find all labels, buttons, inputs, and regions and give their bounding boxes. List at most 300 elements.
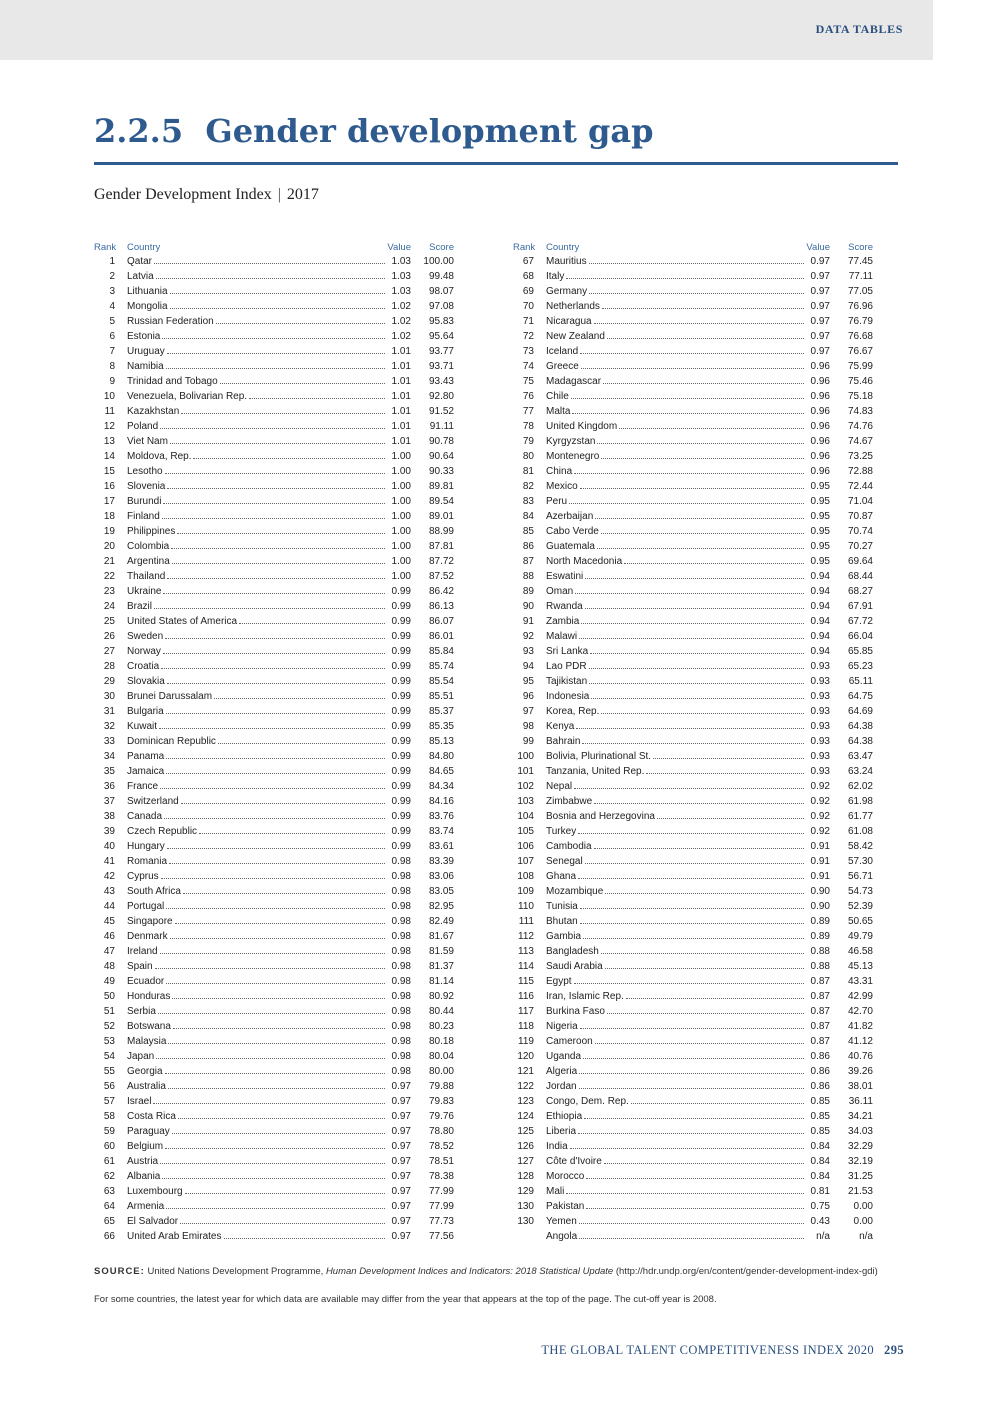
table-row — [94, 884, 454, 899]
rank-cell: 36 — [103, 781, 115, 792]
dot-leader — [220, 374, 385, 384]
country-name: Singapore — [127, 916, 173, 927]
country-cell — [534, 974, 805, 989]
score-cell: 61.98 — [847, 796, 873, 807]
table-row — [94, 599, 454, 614]
country-name: Israel — [127, 1096, 152, 1107]
score-cell: 99.48 — [428, 271, 454, 282]
page-footer — [541, 1343, 904, 1358]
rank-cell: 108 — [517, 871, 534, 882]
dot-leader — [597, 434, 804, 444]
country-name: Panama — [127, 751, 165, 762]
value-cell: 0.95 — [810, 481, 830, 492]
rank-cell: 21 — [103, 556, 115, 567]
table-row — [513, 1139, 873, 1154]
rank-cell: 110 — [518, 901, 534, 912]
score-cell: 81.67 — [428, 931, 454, 942]
score-cell: 80.44 — [428, 1006, 454, 1017]
rank-cell: 13 — [103, 436, 115, 447]
value-cell: 0.98 — [391, 931, 411, 942]
dot-leader — [657, 809, 804, 819]
header-bar — [0, 0, 933, 60]
rank-cell: 12 — [103, 421, 115, 432]
table-row — [513, 434, 873, 449]
score-cell: 69.64 — [847, 556, 873, 567]
value-cell: 0.97 — [391, 1141, 411, 1152]
country-cell — [534, 479, 805, 494]
rank-cell: 75 — [522, 376, 534, 387]
value-cell: 0.96 — [810, 361, 830, 372]
table-row — [513, 314, 873, 329]
value-cell: 0.93 — [810, 766, 830, 777]
rank-cell: 48 — [103, 961, 115, 972]
country-cell — [115, 959, 386, 974]
country-cell — [115, 1214, 386, 1229]
country-cell — [534, 599, 805, 614]
rank-cell: 50 — [103, 991, 115, 1002]
country-name: Costa Rica — [127, 1111, 176, 1122]
country-name: Philippines — [127, 526, 176, 537]
score-cell: 70.87 — [847, 511, 873, 522]
section-label: DATA TABLES — [815, 22, 903, 36]
dot-leader — [180, 1214, 385, 1224]
table-row — [94, 284, 454, 299]
score-cell: 93.77 — [428, 346, 454, 357]
country-name: Poland — [127, 421, 159, 432]
country-name: Sri Lanka — [546, 646, 589, 657]
dot-leader — [626, 989, 804, 999]
score-cell: 78.80 — [428, 1126, 454, 1137]
rank-cell: 66 — [103, 1231, 115, 1242]
country-name: Kazakhstan — [127, 406, 180, 417]
country-cell — [115, 449, 386, 464]
rank-cell: 123 — [517, 1096, 534, 1107]
value-cell: 0.43 — [810, 1216, 830, 1227]
country-cell — [115, 1079, 386, 1094]
dot-leader — [589, 254, 804, 264]
value-cell: 0.99 — [391, 811, 411, 822]
value-cell: 0.97 — [810, 286, 830, 297]
rank-cell: 45 — [103, 916, 115, 927]
country-cell — [534, 884, 805, 899]
rank-cell: 20 — [103, 541, 115, 552]
value-cell: 0.87 — [810, 1036, 830, 1047]
country-cell — [115, 509, 386, 524]
rank-cell: 11 — [104, 406, 115, 417]
value-cell: 0.99 — [391, 646, 411, 657]
table-row — [513, 599, 873, 614]
dot-leader — [153, 1094, 385, 1104]
country-name: Germany — [546, 286, 588, 297]
value-cell: n/a — [816, 1231, 830, 1242]
table-row — [513, 704, 873, 719]
value-cell: 0.99 — [391, 616, 411, 627]
table-row — [513, 344, 873, 359]
rank-cell: 58 — [103, 1111, 115, 1122]
table-row — [94, 509, 454, 524]
rank-cell: 84 — [522, 511, 534, 522]
dot-leader — [166, 974, 385, 984]
dot-leader — [585, 569, 804, 579]
value-cell: 0.85 — [810, 1096, 830, 1107]
title-number: 2.2.5 — [94, 112, 184, 150]
value-cell: 0.96 — [810, 436, 830, 447]
score-cell: 32.29 — [847, 1141, 873, 1152]
country-cell — [534, 839, 805, 854]
dot-leader — [581, 359, 804, 369]
table-row — [513, 644, 873, 659]
value-cell: 0.94 — [810, 601, 830, 612]
score-cell: 77.73 — [428, 1216, 454, 1227]
value-cell: 0.98 — [391, 856, 411, 867]
country-name: Brazil — [127, 601, 153, 612]
score-cell: 38.01 — [847, 1081, 873, 1092]
country-cell — [534, 554, 805, 569]
rank-cell: 81 — [522, 466, 534, 477]
country-name: Peru — [546, 496, 568, 507]
country-cell — [534, 824, 805, 839]
score-cell: 57.30 — [847, 856, 873, 867]
dot-leader — [646, 764, 804, 774]
value-cell: 0.99 — [391, 721, 411, 732]
country-name: Saudi Arabia — [546, 961, 603, 972]
value-cell: 0.95 — [810, 511, 830, 522]
country-name: Netherlands — [546, 301, 600, 312]
score-cell: 83.74 — [428, 826, 454, 837]
country-name: United States of America — [127, 616, 238, 627]
rank-cell: 10 — [103, 391, 115, 402]
value-cell: 0.99 — [391, 691, 411, 702]
dot-leader — [167, 479, 385, 489]
table-row — [94, 749, 454, 764]
table-row — [94, 464, 454, 479]
score-cell: 62.02 — [847, 781, 873, 792]
table-row — [513, 974, 873, 989]
score-cell: 65.85 — [847, 646, 873, 657]
country-cell — [115, 1019, 386, 1034]
country-name: Angola — [546, 1231, 578, 1242]
score-cell: 83.39 — [428, 856, 454, 867]
rank-cell: 61 — [103, 1156, 115, 1167]
value-cell: 0.86 — [810, 1081, 830, 1092]
score-cell: 46.58 — [847, 946, 873, 957]
dot-leader — [570, 1139, 804, 1149]
value-cell: 0.93 — [810, 691, 830, 702]
score-cell: 63.24 — [847, 766, 873, 777]
dot-leader — [576, 719, 804, 729]
table-row — [94, 584, 454, 599]
rank-cell: 88 — [522, 571, 534, 582]
value-cell: 0.96 — [810, 391, 830, 402]
country-cell — [534, 434, 805, 449]
country-cell — [115, 929, 386, 944]
country-name: Tajikistan — [546, 676, 588, 687]
score-cell: 34.03 — [847, 1126, 873, 1137]
dot-leader — [574, 464, 804, 474]
table-row — [513, 734, 873, 749]
dot-leader — [170, 434, 385, 444]
country-name: Switzerland — [127, 796, 179, 807]
country-cell — [115, 1064, 386, 1079]
value-cell: 0.97 — [391, 1171, 411, 1182]
dot-leader — [165, 1064, 385, 1074]
dot-leader — [572, 404, 804, 414]
table-row — [513, 569, 873, 584]
country-cell — [115, 1154, 386, 1169]
score-cell: 58.42 — [847, 841, 873, 852]
score-cell: 68.44 — [847, 571, 873, 582]
dot-leader — [183, 884, 385, 894]
country-name: Congo, Dem. Rep. — [546, 1096, 629, 1107]
country-cell — [115, 824, 386, 839]
rank-cell: 14 — [103, 451, 115, 462]
rank-cell: 70 — [522, 301, 534, 312]
value-cell: 0.93 — [810, 706, 830, 717]
value-cell: 0.87 — [810, 976, 830, 987]
country-cell — [534, 929, 805, 944]
dot-leader — [566, 1184, 804, 1194]
country-cell — [115, 674, 386, 689]
rank-cell: 109 — [517, 886, 534, 897]
country-name: Spain — [127, 961, 153, 972]
country-name: Oman — [546, 586, 574, 597]
dot-leader — [163, 494, 385, 504]
country-cell — [534, 1139, 805, 1154]
value-cell: 0.97 — [391, 1156, 411, 1167]
country-name: Australia — [127, 1081, 166, 1092]
country-name: Kuwait — [127, 721, 158, 732]
dot-leader — [169, 854, 385, 864]
dot-leader — [607, 1004, 804, 1014]
rank-cell: 130 — [517, 1201, 534, 1212]
country-cell — [115, 974, 386, 989]
table-row — [94, 989, 454, 1004]
country-name: Guatemala — [546, 541, 595, 552]
country-cell — [115, 719, 386, 734]
country-name: Japan — [127, 1051, 155, 1062]
score-cell: 85.37 — [428, 706, 454, 717]
dot-leader — [154, 599, 385, 609]
score-cell: 63.47 — [847, 751, 873, 762]
country-name: Russian Federation — [127, 316, 214, 327]
country-name: Zimbabwe — [546, 796, 593, 807]
rank-cell: 6 — [109, 331, 115, 342]
score-header: Score — [429, 242, 454, 253]
table-row — [94, 479, 454, 494]
rank-cell: 60 — [103, 1141, 115, 1152]
country-name: Mali — [546, 1186, 565, 1197]
table-row — [513, 824, 873, 839]
country-cell — [115, 554, 386, 569]
country-name: Estonia — [127, 331, 161, 342]
country-header: Country — [127, 242, 161, 253]
score-cell: 80.00 — [428, 1066, 454, 1077]
score-cell: 39.26 — [847, 1066, 873, 1077]
table-row — [513, 854, 873, 869]
source-url[interactable]: (http://hdr.undp.org/en/content/gender-development-index-gdi) — [615, 1266, 878, 1277]
value-cell: 0.98 — [391, 916, 411, 927]
value-cell: 0.99 — [391, 781, 411, 792]
country-name: Bulgaria — [127, 706, 164, 717]
table-row — [513, 329, 873, 344]
table-row — [513, 689, 873, 704]
country-cell — [534, 614, 805, 629]
rank-cell: 128 — [517, 1171, 534, 1182]
rank-cell: 95 — [522, 676, 534, 687]
value-cell: 0.96 — [810, 466, 830, 477]
dot-leader — [162, 509, 385, 519]
value-header: Value — [387, 242, 411, 253]
value-cell: 0.84 — [810, 1171, 830, 1182]
score-cell: 77.45 — [847, 256, 873, 267]
country-name: Pakistan — [546, 1201, 585, 1212]
country-name: United Kingdom — [546, 421, 618, 432]
country-cell — [115, 389, 386, 404]
country-name: Argentina — [127, 556, 170, 567]
country-cell — [115, 1169, 386, 1184]
country-name: Kenya — [546, 721, 575, 732]
score-cell: 64.38 — [847, 721, 873, 732]
rank-cell: 39 — [103, 826, 115, 837]
value-cell: 0.97 — [391, 1216, 411, 1227]
score-cell: 86.42 — [428, 586, 454, 597]
country-cell — [115, 1034, 386, 1049]
table-row — [513, 1124, 873, 1139]
rank-cell: 117 — [518, 1006, 534, 1017]
country-cell — [115, 944, 386, 959]
dot-leader — [601, 524, 804, 534]
table-row — [94, 659, 454, 674]
country-name: Kyrgyzstan — [546, 436, 596, 447]
rank-cell: 38 — [103, 811, 115, 822]
dot-leader — [579, 1079, 804, 1089]
rank-cell: 5 — [109, 316, 115, 327]
country-name: Latvia — [127, 271, 154, 282]
table-row — [513, 989, 873, 1004]
country-cell — [534, 869, 805, 884]
table-row — [94, 899, 454, 914]
country-name: Trinidad and Tobago — [127, 376, 218, 387]
score-cell: 74.83 — [847, 406, 873, 417]
value-cell: 0.98 — [391, 901, 411, 912]
score-cell: 85.35 — [428, 721, 454, 732]
dot-leader — [160, 944, 385, 954]
country-cell — [115, 539, 386, 554]
country-name: Finland — [127, 511, 160, 522]
country-name: Lesotho — [127, 466, 163, 477]
score-cell: 50.65 — [847, 916, 873, 927]
table-row — [513, 449, 873, 464]
country-cell — [534, 269, 805, 284]
dot-leader — [178, 1109, 385, 1119]
country-name: Georgia — [127, 1066, 163, 1077]
dot-leader — [155, 959, 385, 969]
value-cell: 0.95 — [810, 526, 830, 537]
country-name: Uganda — [546, 1051, 582, 1062]
score-cell: 40.76 — [847, 1051, 873, 1062]
rank-cell: 51 — [103, 1006, 115, 1017]
footer-publication: THE GLOBAL TALENT COMPETITIVENESS INDEX 2020 — [541, 1343, 875, 1357]
country-name: Slovenia — [127, 481, 166, 492]
value-cell: 0.91 — [810, 841, 830, 852]
source-publication: Human Development Indices and Indicators: 2018 Statistical Update — [325, 1266, 614, 1277]
table-row — [94, 734, 454, 749]
country-cell — [115, 269, 386, 284]
country-name: Namibia — [127, 361, 164, 372]
table-row — [94, 1064, 454, 1079]
dot-leader — [218, 734, 385, 744]
value-cell: 0.95 — [810, 541, 830, 552]
score-cell: 89.54 — [428, 496, 454, 507]
table-row — [94, 1004, 454, 1019]
rank-cell: 96 — [522, 691, 534, 702]
table-row — [513, 899, 873, 914]
dot-leader — [165, 464, 385, 474]
country-name: Cabo Verde — [546, 526, 599, 537]
score-cell: 64.75 — [847, 691, 873, 702]
country-cell — [115, 584, 386, 599]
score-cell: 95.83 — [428, 316, 454, 327]
table-row — [94, 1184, 454, 1199]
country-name: New Zealand — [546, 331, 605, 342]
country-name: Burundi — [127, 496, 162, 507]
page-number: 295 — [884, 1343, 904, 1357]
score-cell: 89.01 — [428, 511, 454, 522]
value-cell: 0.98 — [391, 886, 411, 897]
dot-leader — [156, 1049, 385, 1059]
country-cell — [534, 674, 805, 689]
left-table — [94, 241, 454, 1244]
table-row — [94, 1124, 454, 1139]
table-row — [94, 689, 454, 704]
value-cell: 0.95 — [810, 496, 830, 507]
dot-leader — [591, 689, 804, 699]
country-cell — [534, 1079, 805, 1094]
rank-cell: 46 — [103, 931, 115, 942]
score-cell: 97.08 — [428, 301, 454, 312]
rank-cell: 52 — [103, 1021, 115, 1032]
country-name: Bhutan — [546, 916, 578, 927]
value-cell: 0.99 — [391, 601, 411, 612]
rank-cell: 87 — [522, 556, 534, 567]
rank-cell: 85 — [522, 526, 534, 537]
country-name: Romania — [127, 856, 168, 867]
dot-leader — [578, 1124, 804, 1134]
rank-header: Rank — [513, 242, 536, 253]
country-name: France — [127, 781, 159, 792]
dot-leader — [162, 329, 385, 339]
score-cell: 49.79 — [847, 931, 873, 942]
dot-leader — [575, 584, 804, 594]
rank-cell: 112 — [518, 931, 534, 942]
score-cell: 81.14 — [428, 976, 454, 987]
score-cell: 87.81 — [428, 541, 454, 552]
table-row — [513, 464, 873, 479]
score-cell: 80.23 — [428, 1021, 454, 1032]
value-cell: 0.92 — [810, 781, 830, 792]
dot-leader — [168, 1079, 385, 1089]
score-cell: 79.76 — [428, 1111, 454, 1122]
country-name: Malawi — [546, 631, 578, 642]
table-row — [94, 569, 454, 584]
score-cell: 72.88 — [847, 466, 873, 477]
dot-leader — [624, 554, 804, 564]
score-cell: 83.05 — [428, 886, 454, 897]
country-name: Ghana — [546, 871, 577, 882]
country-name: Luxembourg — [127, 1186, 183, 1197]
country-cell — [534, 749, 805, 764]
table-row — [513, 1004, 873, 1019]
